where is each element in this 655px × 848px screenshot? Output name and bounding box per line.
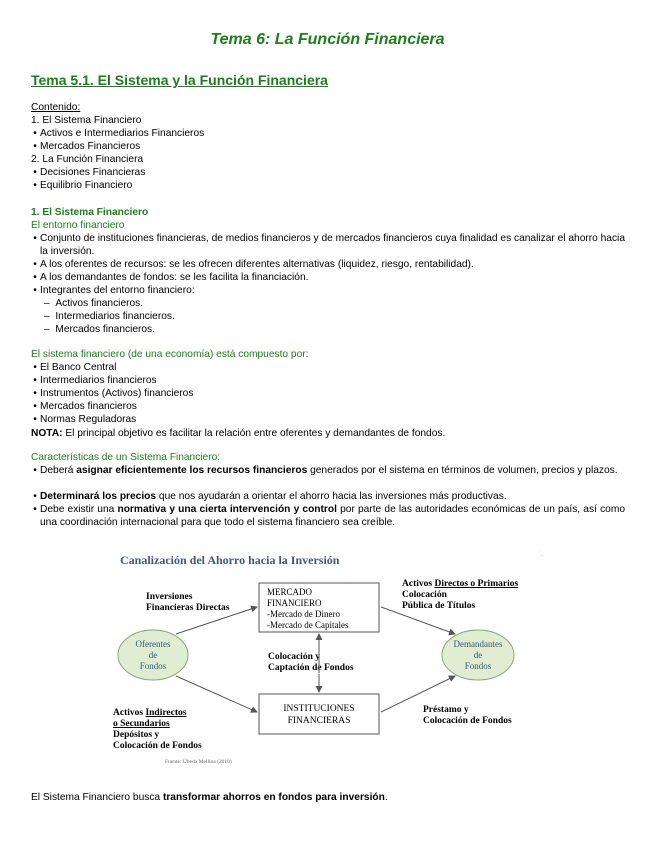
s1-bullet-text: Conjunto de instituciones financieras, de medios financieros y de mercados financieros cuya finalidad es canalizar el ahorro hacia la inversión. [40,233,625,257]
demandantes-text: Demandantes [453,639,503,649]
closing-line: El Sistema Financiero busca transformar ahorros en fondos para inversión. [31,792,388,803]
activos-directos-label: Pública de Títulos [402,601,476,611]
prestamo-label: Colocación de Fondos [423,716,512,726]
demandantes-text: Fondos [464,661,492,671]
nota-line: NOTA: El principal objetivo es facilitar la relación entre oferentes y demandantes de fondos. [31,428,446,439]
savings-flow-diagram [108,548,548,770]
arrow-oferentes-to-instituciones [176,676,257,712]
document-page: Tema 6: La Función Financiera Tema 5.1. El Sistema y la Función Financiera Contenido: 1. El Sistema Financiero • Activos e Intermediarios Financieros • Mercados Financieros 2. La Función Financiera • Decisiones Financieras • Equilibrio Financiero 1. El Sistema Financiero El entorno financiero • Conjunto de instituciones financieras, de medios financieros y de mercados financieros cuya finalidad es canalizar el ahorro hacia la inversión. • A los oferentes de recursos: se les ofrecen diferentes alternativas (liquidez, riesgo, rentabilidad). • A los demandantes de fondos: se les facilita la financiación. • Integrantes del entorno financiero: – Activos financieros. – Intermediarios financieros. – Mercados financieros. El sistema financiero (de una economía) está compuesto por: • El Banco Central • Intermediarios financieros • Instrumentos (Activos) financieros • Mercados financieros • Normas Reguladoras NOTA: El principal objetivo es facilitar la relación entre oferentes y demandantes de fondos. Características de un Sistema Financiero: • Deberá asignar eficientemente los recursos financieros generados por el sistema en términos de volumen, precios y plazos. • Determinará los precios que nos ayudarán a orientar el ahorro hacia las inversiones más productivas. • Debe existir una normativa y una cierta intervención y control por parte de las autoridades económicas de un país, así como una coordinación internacional para que todo el sistema financiero sea creíble. Canalización del Ahorro hacia la Inversión ˙. Inversiones Financieras Directas MERCADO FINANCIERO -Mercado de Dinero -Mercado de Capitales Activos Directos o Primarios Colocación Pública de Títulos Oferentes de Fondos Demandantes de Fondos Colocación y Captación de Fondos INSTITUCIONES FINANCIERAS Activos Indirectos o Secundarios Depósitos y Colocación de Fondos Préstamo y Colocación de Fondos Fuente: Úbeda Mellina (2010) El Sistema Financiero busca transformar ahorros en fondos para inversión. [0,0,655,848]
oferentes-text: de [148,650,158,660]
contents-item: 1. El Sistema Financiero [31,115,142,126]
contents-item: 2. La Función Financiera [31,154,144,165]
activos-indirectos-label: Depósitos y [113,730,160,740]
oferentes-text: Fondos [139,661,167,671]
mercado-text: -Mercado de Dinero [267,609,340,619]
contents-heading: Contenido: [31,102,81,113]
inversiones-label: Inversiones [146,592,193,602]
instituciones-text: INSTITUCIONES [283,704,355,714]
s2-heading: El sistema financiero (de una economía) está compuesto por: [31,349,309,360]
decorative-mark: ˙. [538,549,543,558]
mercado-text: -Mercado de Capitales [267,620,349,630]
activos-indirectos-label: Colocación de Fondos [113,741,202,751]
instituciones-text: FINANCIERAS [287,716,351,726]
instituciones-box [259,694,379,734]
colocacion-label: Colocación y [268,652,320,662]
activos-directos-label: Colocación [402,590,447,600]
s3-bullet-text: Debe existir una normativa y una cierta intervención y control por parte de las autoridades económicas de un país, así como una coordinación internacional para que todo el sistema financiero sea creíble. [40,504,625,528]
document-title: Tema 6: La Función Financiera [210,31,445,48]
s1-title: 1. El Sistema Financiero [31,207,149,218]
source-note: Fuente: Úbeda Mellina (2010) [165,759,232,765]
s3-bullet-text: Deberá asignar eficientemente los recursos financieros generados por el sistema en términos de volumen, precios y plazos. [40,465,618,476]
activos-indirectos-label: o Secundarios [113,719,170,729]
inversiones-label: Financieras Directas [146,603,230,613]
mercado-text: FINANCIERO [267,598,322,608]
s1-dash-item: – Activos financieros. [44,298,144,309]
section-title: Tema 5.1. El Sistema y la Función Financiera [31,72,328,88]
diagram-title: Canalización del Ahorro hacia la Inversión [120,553,340,567]
demandantes-text: de [473,650,483,660]
arrow-mercado-to-demandantes [381,607,455,634]
s1-subtitle: El entorno financiero [31,220,125,231]
s3-heading: Características de un Sistema Financiero: [31,452,221,463]
colocacion-label: Captación de Fondos [268,663,354,673]
prestamo-label: Préstamo y [423,705,469,715]
activos-indirectos-label: Activos Indirectos [113,708,187,718]
s1-dash-item: – Intermediarios financieros. [44,311,175,322]
activos-directos-label: Activos Directos o Primarios [402,579,519,589]
oferentes-text: Oferentes [135,639,171,649]
s1-dash-item: – Mercados financieros. [44,324,155,335]
mercado-text: MERCADO [267,587,313,597]
